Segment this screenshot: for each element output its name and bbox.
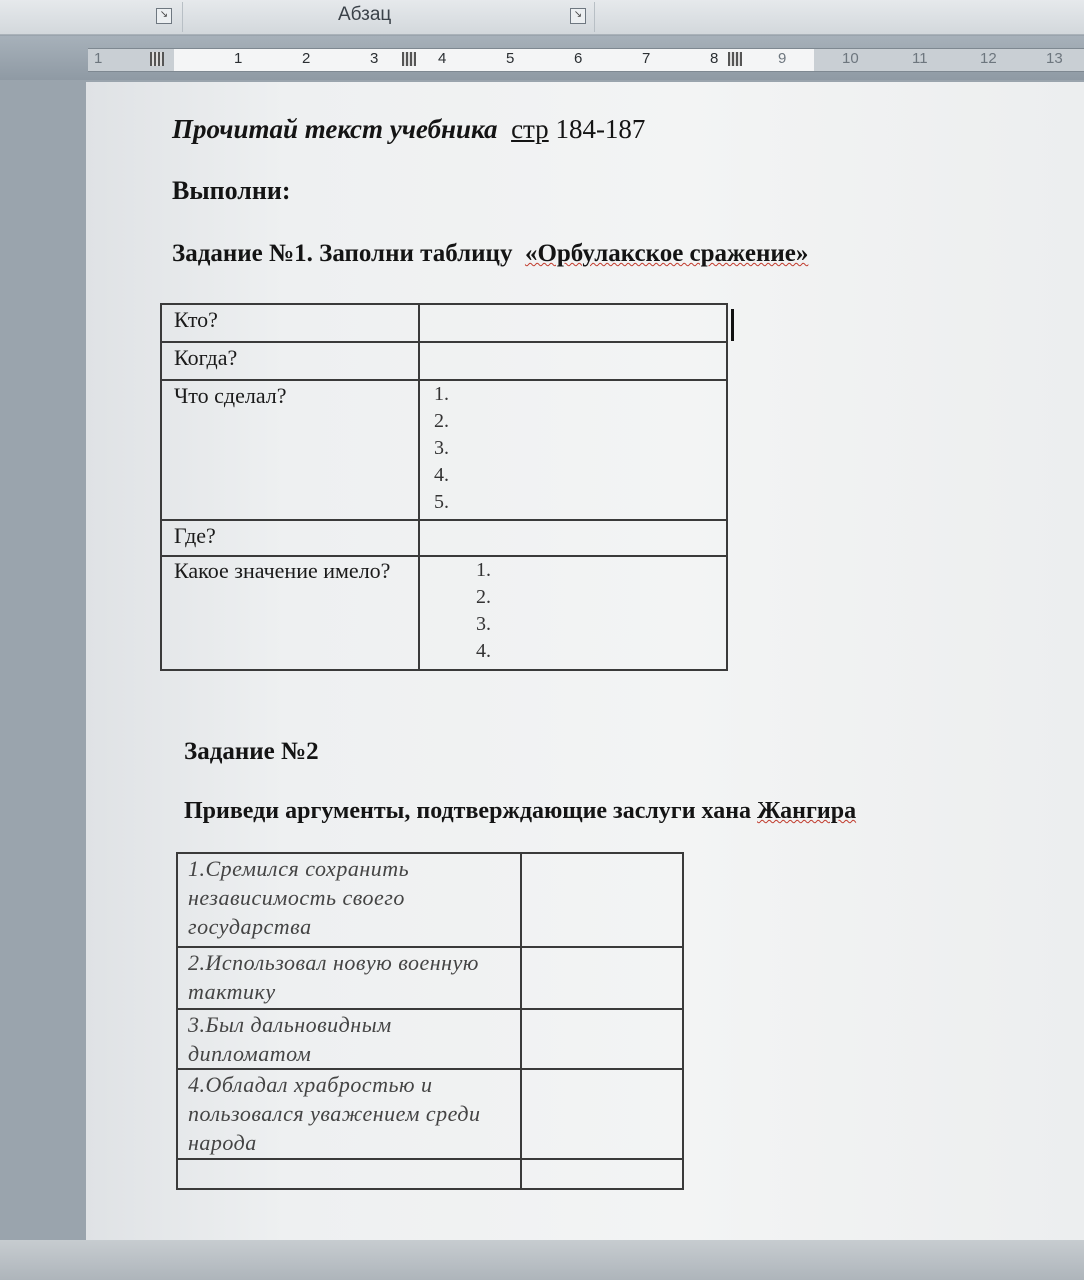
ruler-tick: 10 <box>842 50 859 67</box>
argument-empty-cell[interactable] <box>521 1009 683 1069</box>
argument-cell[interactable] <box>177 1159 521 1189</box>
task1-heading <box>172 240 808 268</box>
answer-number: 1. <box>476 559 491 581</box>
argument-empty-cell[interactable] <box>521 1159 683 1189</box>
argument-empty-cell[interactable] <box>521 1069 683 1159</box>
paragraph-launcher-icon[interactable]: ↘ <box>570 8 586 24</box>
answer-number: 3. <box>434 437 449 459</box>
table-question-cell: Что сделал? <box>161 380 419 520</box>
task2-description <box>184 798 856 825</box>
ruler-tick: 13 <box>1046 50 1063 67</box>
ruler-tick: 11 <box>912 50 928 67</box>
ruler-tick: 7 <box>642 50 651 67</box>
table-question-cell: Где? <box>161 520 419 556</box>
table-answer-cell[interactable] <box>419 342 727 380</box>
ruler-tick: 1 <box>234 50 243 67</box>
paragraph-group-label: Абзац <box>338 4 392 25</box>
ruler-tick: 3 <box>370 50 379 67</box>
ribbon <box>0 0 1084 35</box>
read-instruction <box>172 114 645 145</box>
ruler-tick: 12 <box>980 50 997 67</box>
ruler-tick: 6 <box>574 50 583 67</box>
argument-cell[interactable]: 1.Сремился сохранить независимость своего государства <box>177 853 521 947</box>
ruler-tick: 1 <box>94 50 103 67</box>
task2-description-text: Приведи аргументы, подтверждающие заслуги хана <box>184 798 752 824</box>
left-indent-marker[interactable] <box>150 52 164 66</box>
table-answer-cell[interactable] <box>419 380 727 520</box>
answer-number: 5. <box>434 491 449 513</box>
do-heading: Выполни: <box>172 176 291 205</box>
table-answer-cell[interactable] <box>419 304 727 342</box>
answer-number: 4. <box>476 640 491 662</box>
task2-title: Задание №2 <box>184 738 319 765</box>
argument-empty-cell[interactable] <box>521 853 683 947</box>
answer-number: 4. <box>434 464 449 486</box>
battle-table <box>160 303 728 671</box>
answer-number: 2. <box>476 586 491 608</box>
status-area <box>0 1240 1084 1280</box>
task1-title: Задание №1. Заполни таблицу <box>172 240 513 267</box>
table-question-cell: Кто? <box>161 304 419 342</box>
dialog-launcher-icon[interactable]: ↘ <box>156 8 172 24</box>
column-marker[interactable] <box>402 52 416 66</box>
table-question-cell: Какое значение имело? <box>161 556 419 670</box>
text-cursor <box>731 309 734 341</box>
argument-cell[interactable]: 4.Обладал храбростью и пользовался уважением среди народа <box>177 1069 521 1159</box>
argument-cell[interactable]: 3.Был дальновидным дипломатом <box>177 1009 521 1069</box>
ruler-tick: 4 <box>438 50 447 67</box>
page-range: 184-187 <box>555 114 646 144</box>
argument-empty-cell[interactable] <box>521 947 683 1009</box>
horizontal-ruler[interactable] <box>88 48 1084 72</box>
task2-description-name: Жангира <box>757 798 857 824</box>
instruction-text: Прочитай текст учебника <box>172 114 498 144</box>
task1-table-name: «Орбулакское сражение» <box>524 240 809 267</box>
argument-cell[interactable]: 2.Использовал новую военную тактику <box>177 947 521 1009</box>
page-abbr: стр <box>511 114 549 144</box>
ruler-tick: 5 <box>506 50 515 67</box>
answer-number: 2. <box>434 410 449 432</box>
answer-number: 1. <box>434 383 449 405</box>
ruler-tick: 8 <box>710 50 719 67</box>
ribbon-separator <box>182 2 183 32</box>
answer-number: 3. <box>476 613 491 635</box>
table-answer-cell[interactable] <box>419 556 727 670</box>
ruler-tick: 2 <box>302 50 311 67</box>
ruler-tick: 9 <box>778 50 787 67</box>
table-answer-cell[interactable] <box>419 520 727 556</box>
ribbon-separator <box>594 2 595 32</box>
arguments-table <box>176 852 684 1190</box>
table-question-cell: Когда? <box>161 342 419 380</box>
right-indent-marker[interactable] <box>728 52 742 66</box>
